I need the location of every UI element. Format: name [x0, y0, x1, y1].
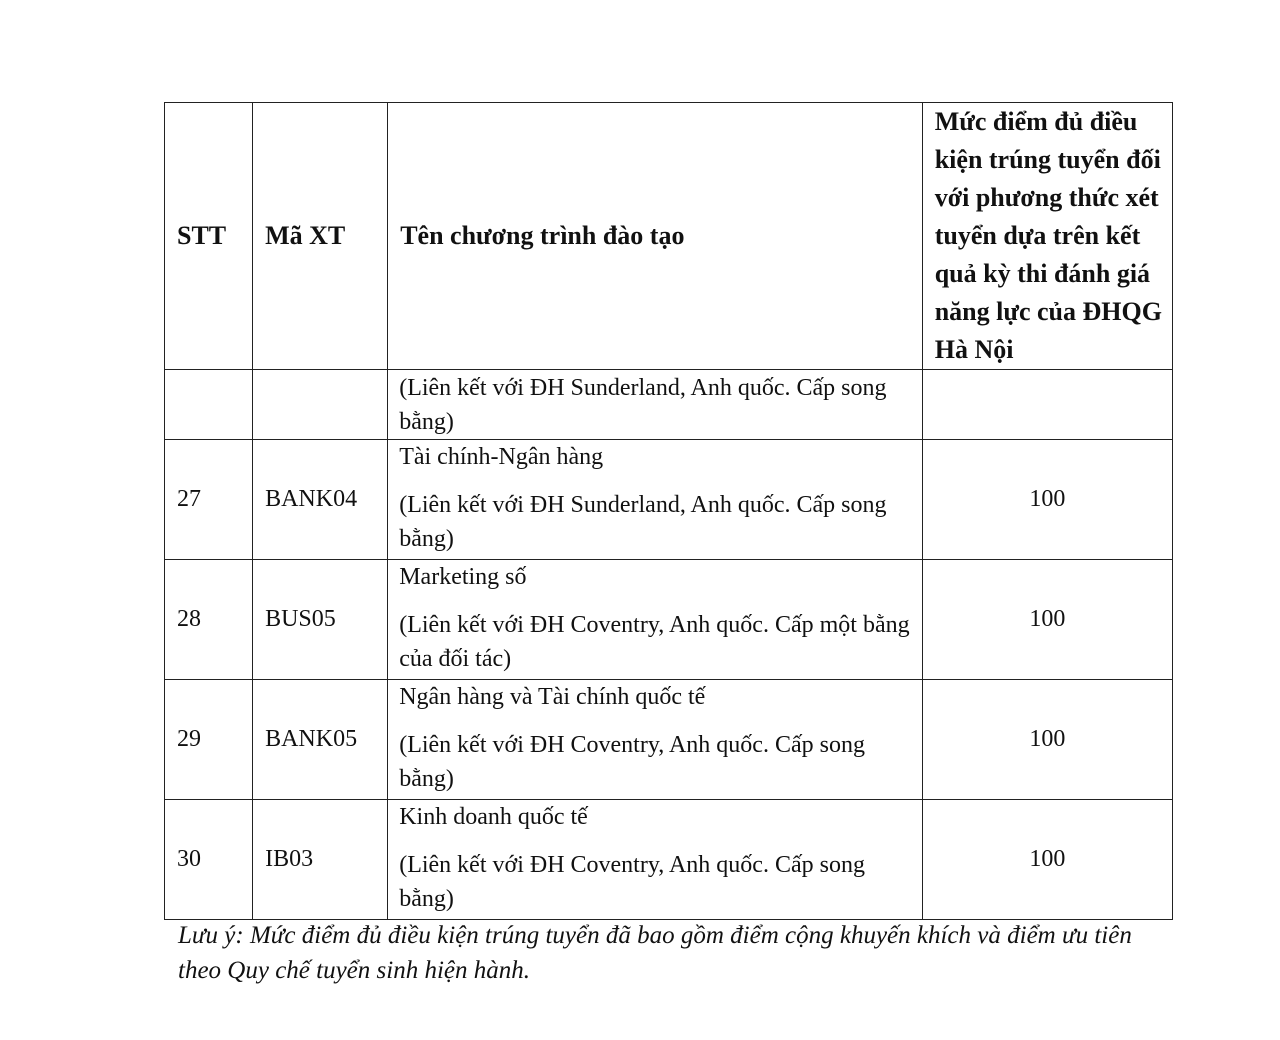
cell-program: [388, 680, 923, 800]
cell-ma-xt: BANK05: [253, 680, 388, 800]
header-ma-xt: Mã XT: [253, 103, 388, 370]
cell-score: 100: [922, 440, 1172, 560]
cell-stt: 27: [165, 440, 253, 560]
table-row: [165, 680, 1173, 800]
cell-score: 100: [922, 800, 1172, 920]
cell-program: [388, 440, 923, 560]
footnote: Lưu ý: Mức điểm đủ điều kiện trúng tuyển đã bao gồm điểm cộng khuyến khích và điểm ưu tiên theo Quy chế tuyển sinh hiện hành.: [178, 922, 1132, 984]
program-note: (Liên kết với ĐH Sunderland, Anh quốc. Cấp song bằng): [399, 492, 887, 552]
program-note: (Liên kết với ĐH Coventry, Anh quốc. Cấp song bằng): [399, 852, 865, 912]
program-note: (Liên kết với ĐH Coventry, Anh quốc. Cấp song bằng): [399, 732, 865, 792]
table-row: [165, 560, 1173, 680]
table-row: [165, 440, 1173, 560]
cell-program-note: (Liên kết với ĐH Sunderland, Anh quốc. Cấp song bằng): [388, 370, 923, 440]
program-name: Marketing số: [399, 564, 527, 590]
cell-ma-xt: BUS05: [253, 560, 388, 680]
cell-stt: [165, 370, 253, 440]
cell-score: [922, 370, 1172, 440]
admission-score-table: [164, 102, 1173, 920]
program-name: Kinh doanh quốc tế: [399, 804, 588, 830]
table-row: [165, 800, 1173, 920]
header-row: [165, 103, 1173, 370]
program-name: Tài chính-Ngân hàng: [399, 444, 604, 470]
program-note: (Liên kết với ĐH Coventry, Anh quốc. Cấp một bằng của đối tác): [399, 612, 910, 672]
cell-ma-xt: [253, 370, 388, 440]
cell-ma-xt: IB03: [253, 800, 388, 920]
cell-program: [388, 800, 923, 920]
cell-score: 100: [922, 560, 1172, 680]
header-score: Mức điểm đủ điều kiện trúng tuyển đối với phương thức xét tuyển dựa trên kết quả kỳ thi đánh giá năng lực của ĐHQG Hà Nội: [922, 103, 1172, 370]
cell-stt: 29: [165, 680, 253, 800]
continuation-row: [165, 370, 1173, 440]
header-stt: STT: [165, 103, 253, 370]
cell-ma-xt: BANK04: [253, 440, 388, 560]
cell-stt: 30: [165, 800, 253, 920]
cell-stt: 28: [165, 560, 253, 680]
header-program-name: Tên chương trình đào tạo: [388, 103, 923, 370]
cell-score: 100: [922, 680, 1172, 800]
cell-program: [388, 560, 923, 680]
program-name: Ngân hàng và Tài chính quốc tế: [399, 684, 706, 710]
